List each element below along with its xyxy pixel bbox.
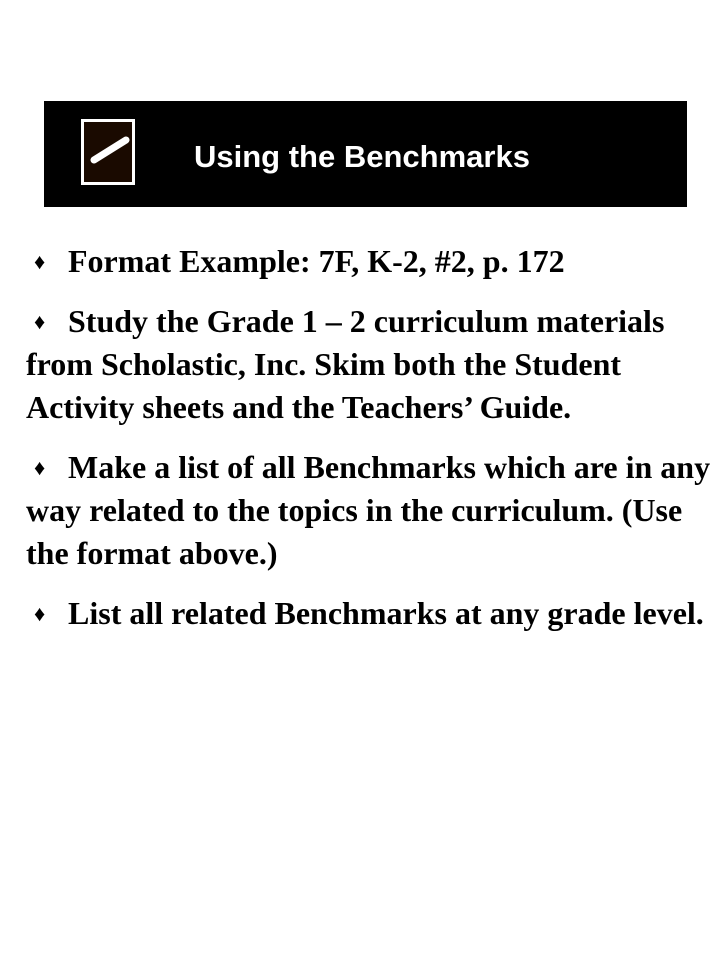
pencil-slash-icon bbox=[81, 119, 135, 185]
list-item bbox=[26, 240, 711, 283]
list-item-text: Make a list of all Benchmarks which are in any way related to the topics in the curriculum. (Use the format above.) bbox=[26, 449, 711, 571]
diamond-bullet-icon: ♦ bbox=[34, 455, 46, 480]
list-item bbox=[26, 446, 711, 575]
list-item-text: Format Example: 7F, K-2, #2, p. 172 bbox=[68, 243, 565, 279]
list-item bbox=[26, 592, 711, 635]
diamond-bullet-icon: ♦ bbox=[34, 309, 46, 334]
list-item-text: List all related Benchmarks at any grade level. bbox=[68, 595, 704, 631]
diamond-bullet-icon: ♦ bbox=[34, 601, 46, 626]
page-title: Using the Benchmarks bbox=[194, 139, 530, 174]
diamond-bullet-icon: ♦ bbox=[34, 249, 46, 274]
list-item-text: Study the Grade 1 – 2 curriculum materials from Scholastic, Inc. Skim both the Student Activity sheets and the Teachers’ Guide. bbox=[26, 303, 665, 425]
list-item bbox=[26, 300, 711, 429]
bullet-list bbox=[26, 240, 711, 652]
header-bar bbox=[44, 101, 687, 207]
